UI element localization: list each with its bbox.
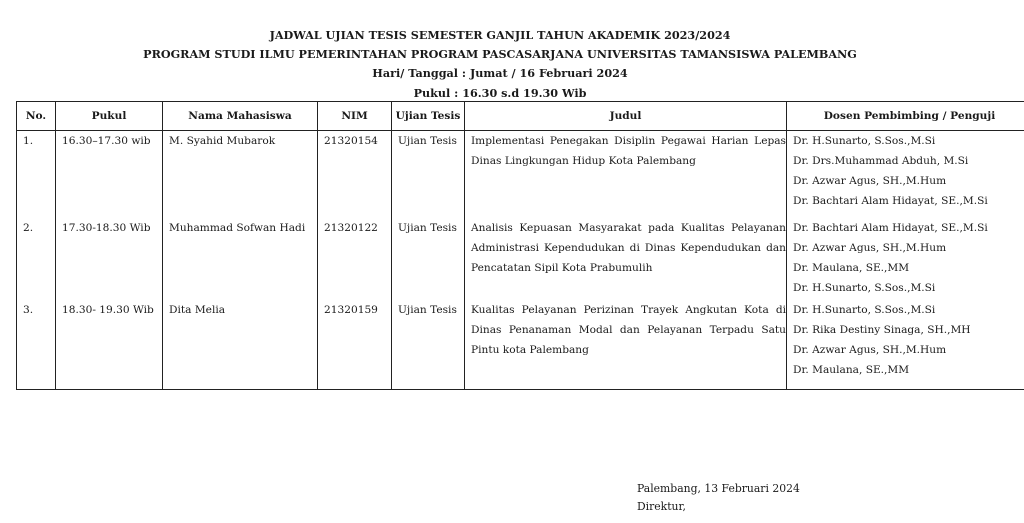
row-nama: Dita Melia <box>163 300 318 390</box>
dosen-name: Dr. Maulana, SE.,MM <box>793 364 910 376</box>
document-title: JADWAL UJIAN TESIS SEMESTER GANJIL TAHUN AKADEMIK 2023/2024 <box>269 28 731 42</box>
row-no: 1. <box>17 131 56 219</box>
row-dosen <box>787 300 1024 390</box>
row-judul: Analisis Kepuasan Masyarakat pada Kualitas Pelayanan Administrasi Kependudukan di Dinas Kependudukan dan Pencatatan Sipil Kota Prabumulih <box>465 218 787 300</box>
schedule-date: Hari/ Tanggal : Jumat / 16 Februari 2024 <box>372 66 628 80</box>
row-ujian: Ujian Tesis <box>392 300 465 390</box>
col-header-no: No. <box>17 102 56 131</box>
col-header-nama: Nama Mahasiswa <box>163 102 318 131</box>
row-ujian: Ujian Tesis <box>392 131 465 219</box>
row-no: 2. <box>17 218 56 300</box>
col-header-dosen: Dosen Pembimbing / Penguji <box>787 102 1024 131</box>
dosen-name: Dr. Maulana, SE.,MM <box>793 262 910 274</box>
dosen-name: Dr. Azwar Agus, SH.,M.Hum <box>793 344 947 356</box>
row-nim: 21320154 <box>318 131 392 219</box>
row-judul: Kualitas Pelayanan Perizinan Trayek Angkutan Kota di Dinas Penanaman Modal dan Pelayanan Terpadu Satu Pintu kota Palembang <box>465 300 787 390</box>
row-nama: M. Syahid Mubarok <box>163 131 318 219</box>
col-header-nim: NIM <box>318 102 392 131</box>
row-judul: Implementasi Penegakan Disiplin Pegawai Harian Lepas Dinas Lingkungan Hidup Kota Palembang <box>465 131 787 219</box>
table-header-row <box>17 102 1024 131</box>
signature-place-date: Palembang, 13 Februari 2024 <box>637 482 800 495</box>
col-header-ujian: Ujian Tesis <box>392 102 465 131</box>
table-row <box>17 300 1024 390</box>
dosen-name: Dr. Bachtari Alam Hidayat, SE.,M.Si <box>793 195 988 207</box>
row-dosen <box>787 218 1024 300</box>
row-nim: 21320159 <box>318 300 392 390</box>
row-no: 3. <box>17 300 56 390</box>
row-nim: 21320122 <box>318 218 392 300</box>
dosen-name: Dr. H.Sunarto, S.Sos.,M.Si <box>793 304 936 316</box>
row-nama: Muhammad Sofwan Hadi <box>163 218 318 300</box>
table-row <box>17 131 1024 219</box>
row-pukul: 16.30–17.30 wib <box>56 131 163 219</box>
table-row <box>17 218 1024 300</box>
dosen-name: Dr. Bachtari Alam Hidayat, SE.,M.Si <box>793 222 988 234</box>
schedule-time: Pukul : 16.30 s.d 19.30 Wib <box>413 86 587 100</box>
dosen-name: Dr. H.Sunarto, S.Sos.,M.Si <box>793 135 936 147</box>
signature-title: Direktur, <box>637 500 686 513</box>
dosen-name: Dr. Rika Destiny Sinaga, SH.,MH <box>793 324 971 336</box>
dosen-name: Dr. Azwar Agus, SH.,M.Hum <box>793 242 947 254</box>
row-ujian: Ujian Tesis <box>392 218 465 300</box>
program-title: PROGRAM STUDI ILMU PEMERINTAHAN PROGRAM PASCASARJANA UNIVERSITAS TAMANSISWA PALEMBANG <box>143 47 857 61</box>
dosen-name: Dr. Drs.Muhammad Abduh, M.Si <box>793 155 969 167</box>
exam-schedule-table <box>16 101 1024 390</box>
col-header-pukul: Pukul <box>56 102 163 131</box>
row-pukul: 18.30- 19.30 Wib <box>56 300 163 390</box>
row-dosen <box>787 131 1024 219</box>
col-header-judul: Judul <box>465 102 787 131</box>
dosen-name: Dr. H.Sunarto, S.Sos.,M.Si <box>793 282 936 294</box>
row-pukul: 17.30-18.30 Wib <box>56 218 163 300</box>
dosen-name: Dr. Azwar Agus, SH.,M.Hum <box>793 175 947 187</box>
